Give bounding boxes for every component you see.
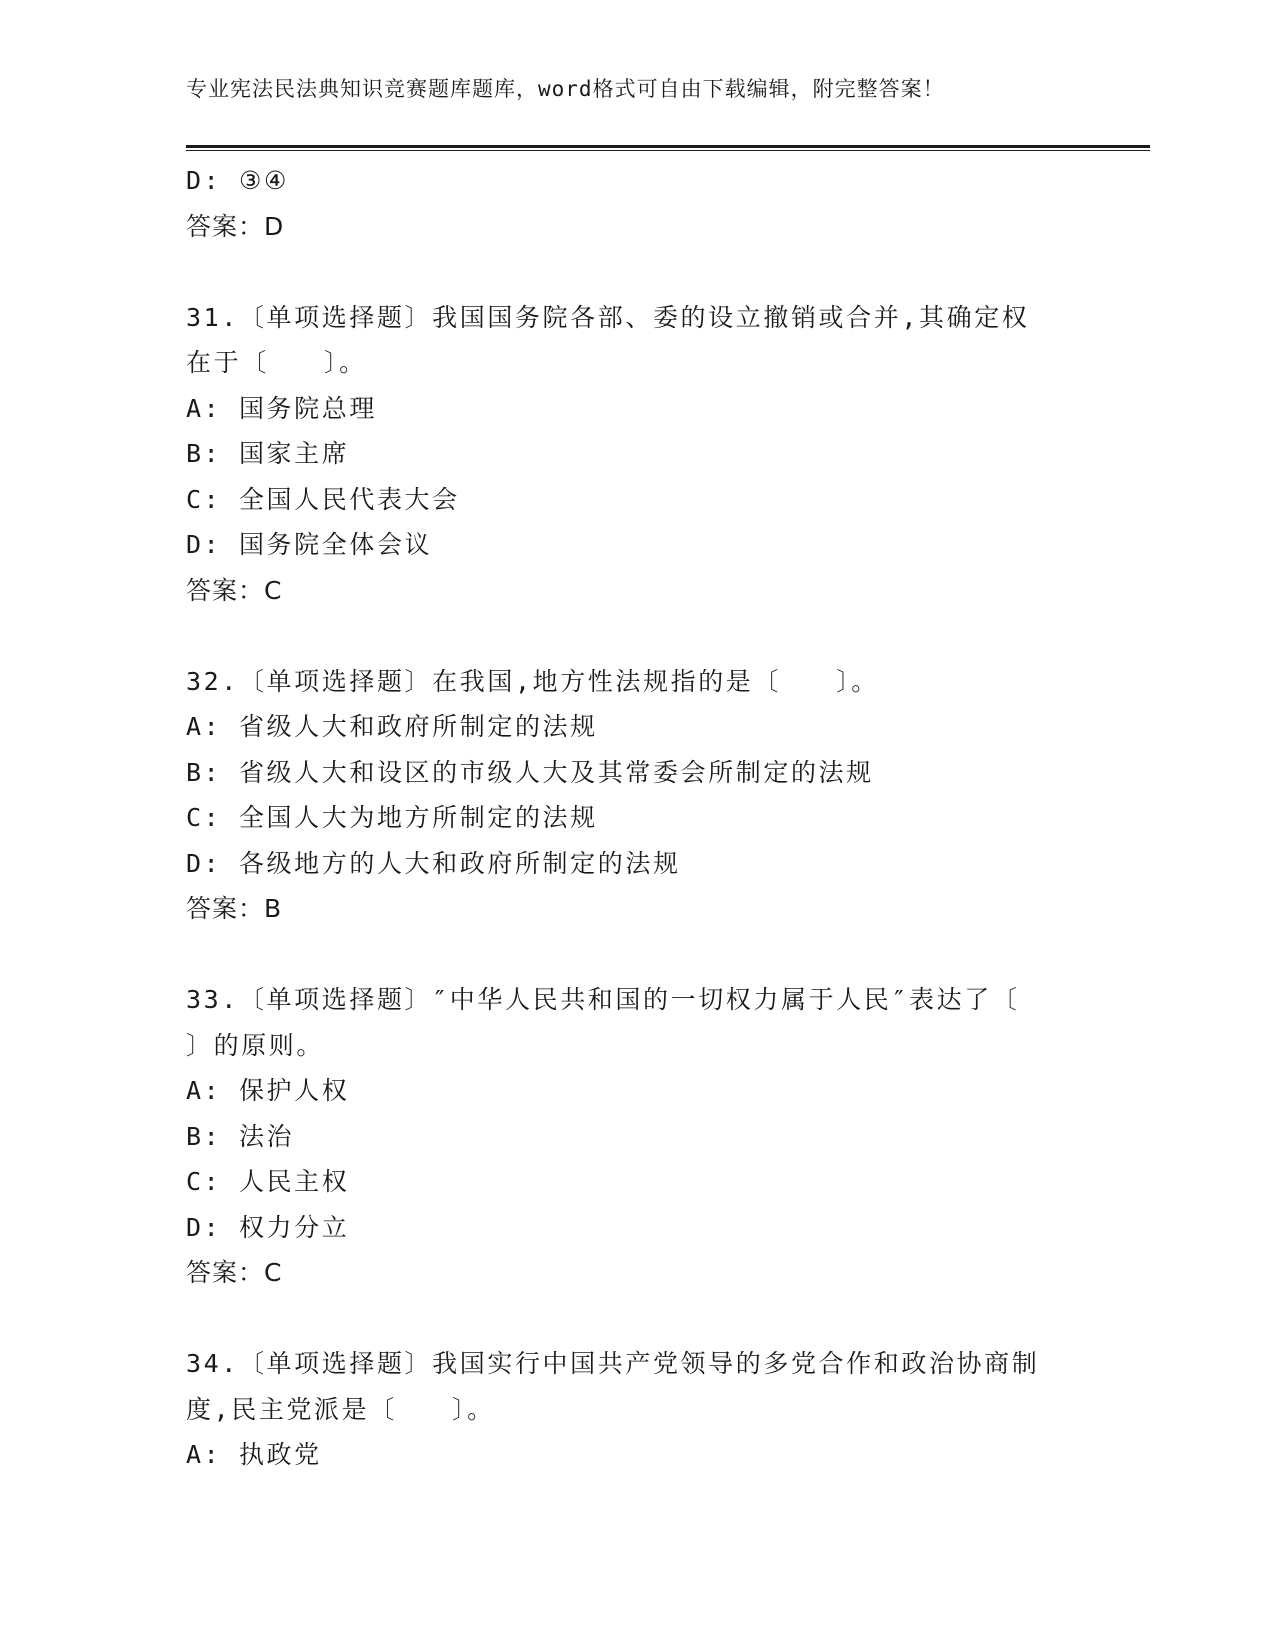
option-a: A: 执政党: [186, 1440, 322, 1469]
question-stem: 在于〔 〕。: [186, 348, 367, 377]
option-d: D: 国务院全体会议: [186, 530, 433, 559]
question-block: [186, 977, 1086, 1296]
header-rule-thin: [186, 150, 1150, 151]
answer-line: 答案：C: [186, 575, 283, 605]
header-rule-thick: [186, 145, 1150, 148]
question-stem: 32.〔单项选择题〕在我国,地方性法规指的是〔 〕。: [186, 666, 879, 696]
question-block: [186, 659, 1086, 932]
question-stem: 34.〔单项选择题〕我国实行中国共产党领导的多党合作和政治协商制: [186, 1349, 1040, 1378]
option-a: A: 保护人权: [186, 1076, 350, 1105]
question-stem: 31.〔单项选择题〕我国国务院各部、委的设立撤销或合并,其确定权: [186, 302, 1030, 332]
option-a: A: 国务院总理: [186, 393, 377, 423]
option-d: D: 权力分立: [186, 1212, 350, 1242]
spacer: [186, 932, 1086, 978]
option-a: A: 省级人大和政府所制定的法规: [186, 712, 598, 741]
option-c: C: 全国人民代表大会: [186, 484, 460, 514]
question-stem: 度,民主党派是〔 〕。: [186, 1394, 495, 1424]
answer-line: 答案：D: [186, 211, 285, 241]
option-d: D: 各级地方的人大和政府所制定的法规: [186, 848, 681, 878]
page-header: 专业宪法民法典知识竞赛题库题库，word格式可自由下载编辑，附完整答案！: [186, 77, 945, 101]
spacer: [186, 613, 1086, 659]
question-block: [186, 295, 1086, 614]
option-b: B: 国家主席: [186, 439, 350, 468]
option-b: B: 省级人大和设区的市级人大及其常委会所制定的法规: [186, 757, 874, 787]
option-d: D: ③④: [186, 166, 289, 195]
question-block: [186, 1341, 1086, 1478]
option-b: B: 法治: [186, 1121, 295, 1151]
spacer: [186, 249, 1086, 295]
answer-line: 答案：C: [186, 1258, 283, 1287]
answer-line: 答案：B: [186, 894, 283, 923]
spacer: [186, 1296, 1086, 1342]
question-list: [186, 158, 1086, 1478]
option-c: C: 全国人大为地方所制定的法规: [186, 803, 598, 832]
question-stem: 33.〔单项选择题〕″中华人民共和国的一切权力属于人民″表达了〔: [186, 985, 1020, 1014]
question-stem: 〕的原则。: [186, 1030, 325, 1060]
option-c: C: 人民主权: [186, 1167, 350, 1196]
